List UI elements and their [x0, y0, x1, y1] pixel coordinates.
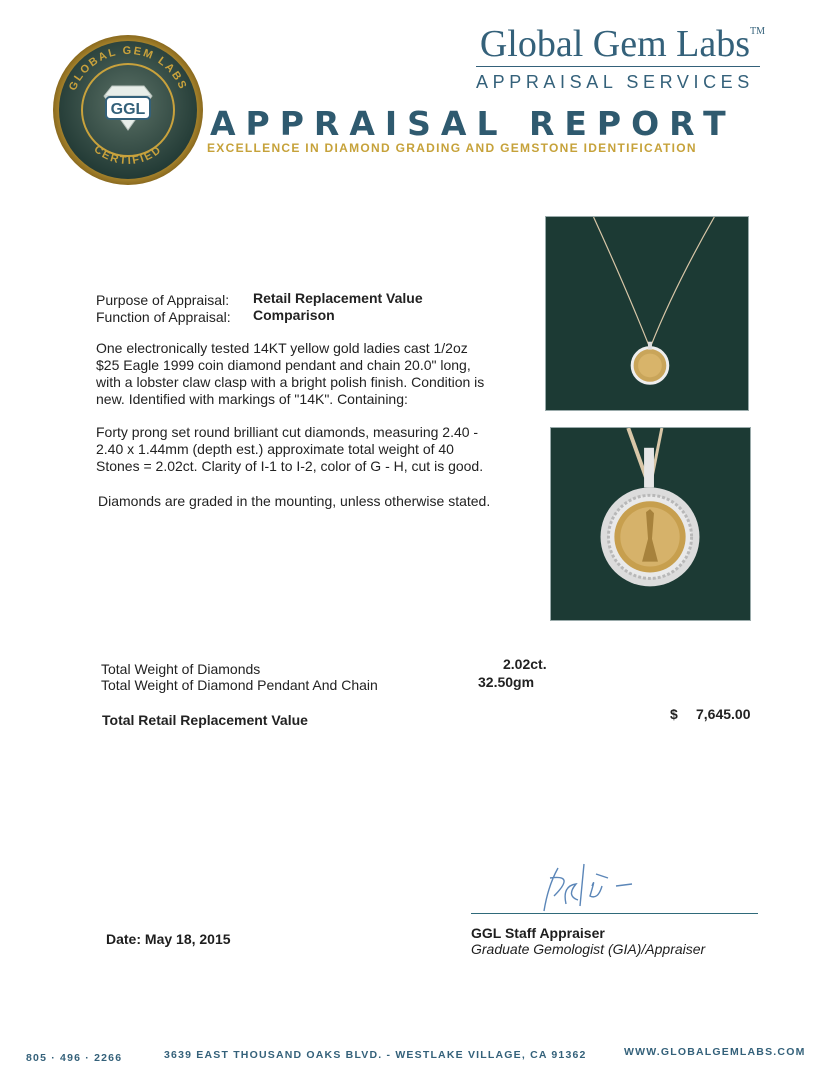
- seal-top-text: GLOBAL GEM LABS: [66, 44, 190, 93]
- footer-phone: 805 · 496 · 2266: [26, 1052, 123, 1064]
- signature-line: [471, 913, 758, 914]
- total-retail-label: Total Retail Replacement Value: [102, 712, 308, 728]
- total-retail-value: 7,645.00: [696, 706, 751, 722]
- total-pendant-weight-value: 32.50gm: [478, 674, 535, 690]
- tagline: EXCELLENCE IN DIAMOND GRADING AND GEMSTONE IDENTIFICATION: [207, 141, 697, 155]
- diamond-description: Forty prong set round brilliant cut diamonds, measuring 2.40 - 2.40 x 1.44mm (depth est.) approximate total weight of 40 Stones = 2.02ct. Clarity of I-1 to I-2, color of G - H, cut is good.: [96, 424, 484, 474]
- total-diamond-weight-value: 2.02ct.: [503, 656, 547, 672]
- brand-name: [480, 22, 765, 66]
- appraiser-signature: [536, 856, 636, 916]
- currency-symbol: $: [670, 706, 678, 722]
- purpose-value: Retail Replacement Value: [253, 290, 423, 306]
- date-label: Date:: [106, 931, 142, 947]
- total-diamond-weight-label: Total Weight of Diamonds: [101, 661, 261, 677]
- total-pendant-weight-label: Total Weight of Diamond Pendant And Chain: [101, 677, 378, 693]
- function-value: Comparison: [253, 307, 335, 323]
- footer-address: 3639 EAST THOUSAND OAKS BLVD. - WESTLAKE VILLAGE, CA 91362: [164, 1049, 587, 1061]
- seal-bottom-text: CERTIFIED: [91, 143, 165, 168]
- grading-note: Diamonds are graded in the mounting, unless otherwise stated.: [98, 493, 491, 509]
- seal-center-text: GGL: [110, 101, 146, 118]
- date-value: May 18, 2015: [144, 931, 231, 947]
- brand-divider: [476, 66, 760, 67]
- report-date: [106, 931, 231, 947]
- trademark: TM: [750, 26, 765, 37]
- pendant-photo-closeup: [550, 427, 751, 621]
- pendant-photo-full: [545, 216, 749, 411]
- appraiser-title: Graduate Gemologist (GIA)/Appraiser: [471, 941, 706, 957]
- ggl-certified-seal: [52, 34, 204, 186]
- purpose-label: Purpose of Appraisal:: [96, 292, 230, 308]
- appraiser-name: GGL Staff Appraiser: [471, 925, 605, 941]
- report-title: APPRAISAL REPORT: [210, 104, 736, 143]
- appraisal-services-label: APPRAISAL SERVICES: [476, 72, 754, 92]
- footer-website: WWW.GLOBALGEMLABS.COM: [624, 1046, 806, 1058]
- function-label: Function of Appraisal:: [96, 309, 231, 325]
- brand-name-text: Global Gem Labs: [479, 23, 750, 65]
- item-description: One electronically tested 14KT yellow gold ladies cast 1/2oz $25 Eagle 1999 coin diamond pendant and chain 20.0" long, with a lobster claw clasp with a bright polish finish. Condition is new. Identified with markings of "14K". Containing:: [96, 340, 485, 407]
